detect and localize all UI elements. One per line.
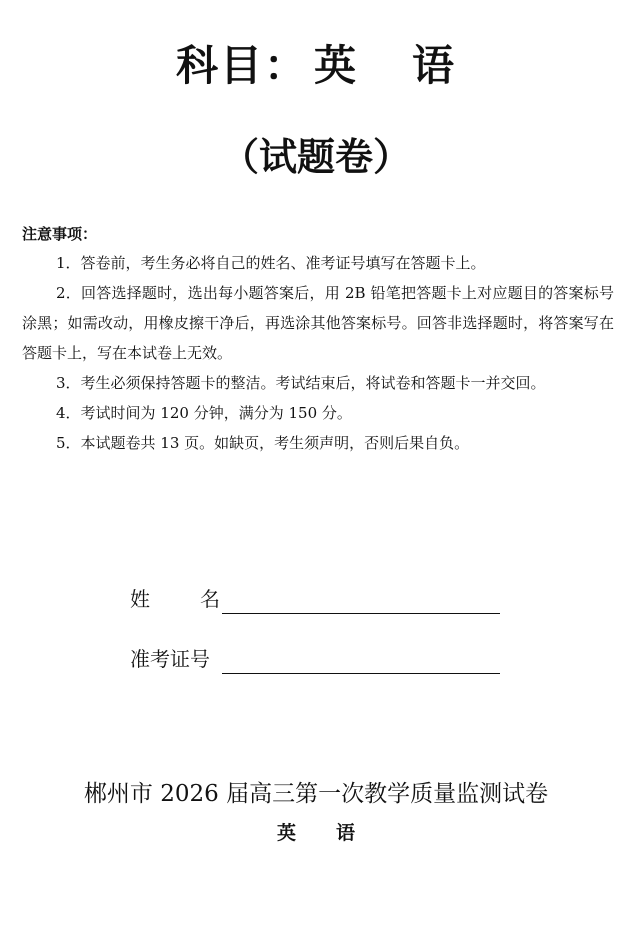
notice-heading: 注意事项： (22, 225, 98, 243)
exam-id-blank[interactable] (222, 645, 500, 674)
notice-item-3: 3．考生必须保持答题卡的整洁。考试结束后，将试卷和答题卡一并交回。 (56, 374, 546, 392)
exam-id-field-row (130, 640, 500, 674)
name-label (130, 584, 220, 614)
notice-item-4: 4．考试时间为 120 分钟，满分为 150 分。 (56, 404, 352, 422)
name-label-char-2: 名 (200, 587, 220, 611)
title-prefix: 科目： (175, 41, 308, 90)
notice-item-2: 2．回答选择题时，选出每小题答案后，用 2B 铅笔把答题卡上对应题目的答案标号涂黑；如需改动，用橡皮擦干净后，再选涂其他答案标号。回答非选择题时，将答案写在答题卡上，写在本试卷上无效。 (22, 284, 614, 362)
name-field-row (130, 580, 500, 614)
title-subject-char-1: 英 (313, 41, 358, 90)
candidate-info-fields (130, 580, 500, 700)
notice-section (22, 222, 614, 458)
footer-subject-char-2: 语 (336, 822, 356, 844)
footer-title: 郴州市 2026 届高三第一次教学质量监测试卷 (83, 781, 549, 807)
footer-subject-char-1: 英 (276, 822, 296, 844)
exam-id-label: 准考证号 (130, 647, 210, 671)
notice-item-5: 5．本试题卷共 13 页。如缺页，考生须声明，否则后果自负。 (56, 434, 470, 452)
name-blank[interactable] (222, 585, 500, 614)
title-subject-char-2: 语 (412, 41, 457, 90)
subtitle: （试题卷） (220, 134, 411, 179)
name-label-char-1: 姓 (130, 587, 150, 611)
main-title (0, 38, 632, 94)
notice-item-1: 1．答卷前，考生务必将自己的姓名、准考证号填写在答题卡上。 (56, 254, 486, 272)
footer-subject (0, 818, 632, 848)
